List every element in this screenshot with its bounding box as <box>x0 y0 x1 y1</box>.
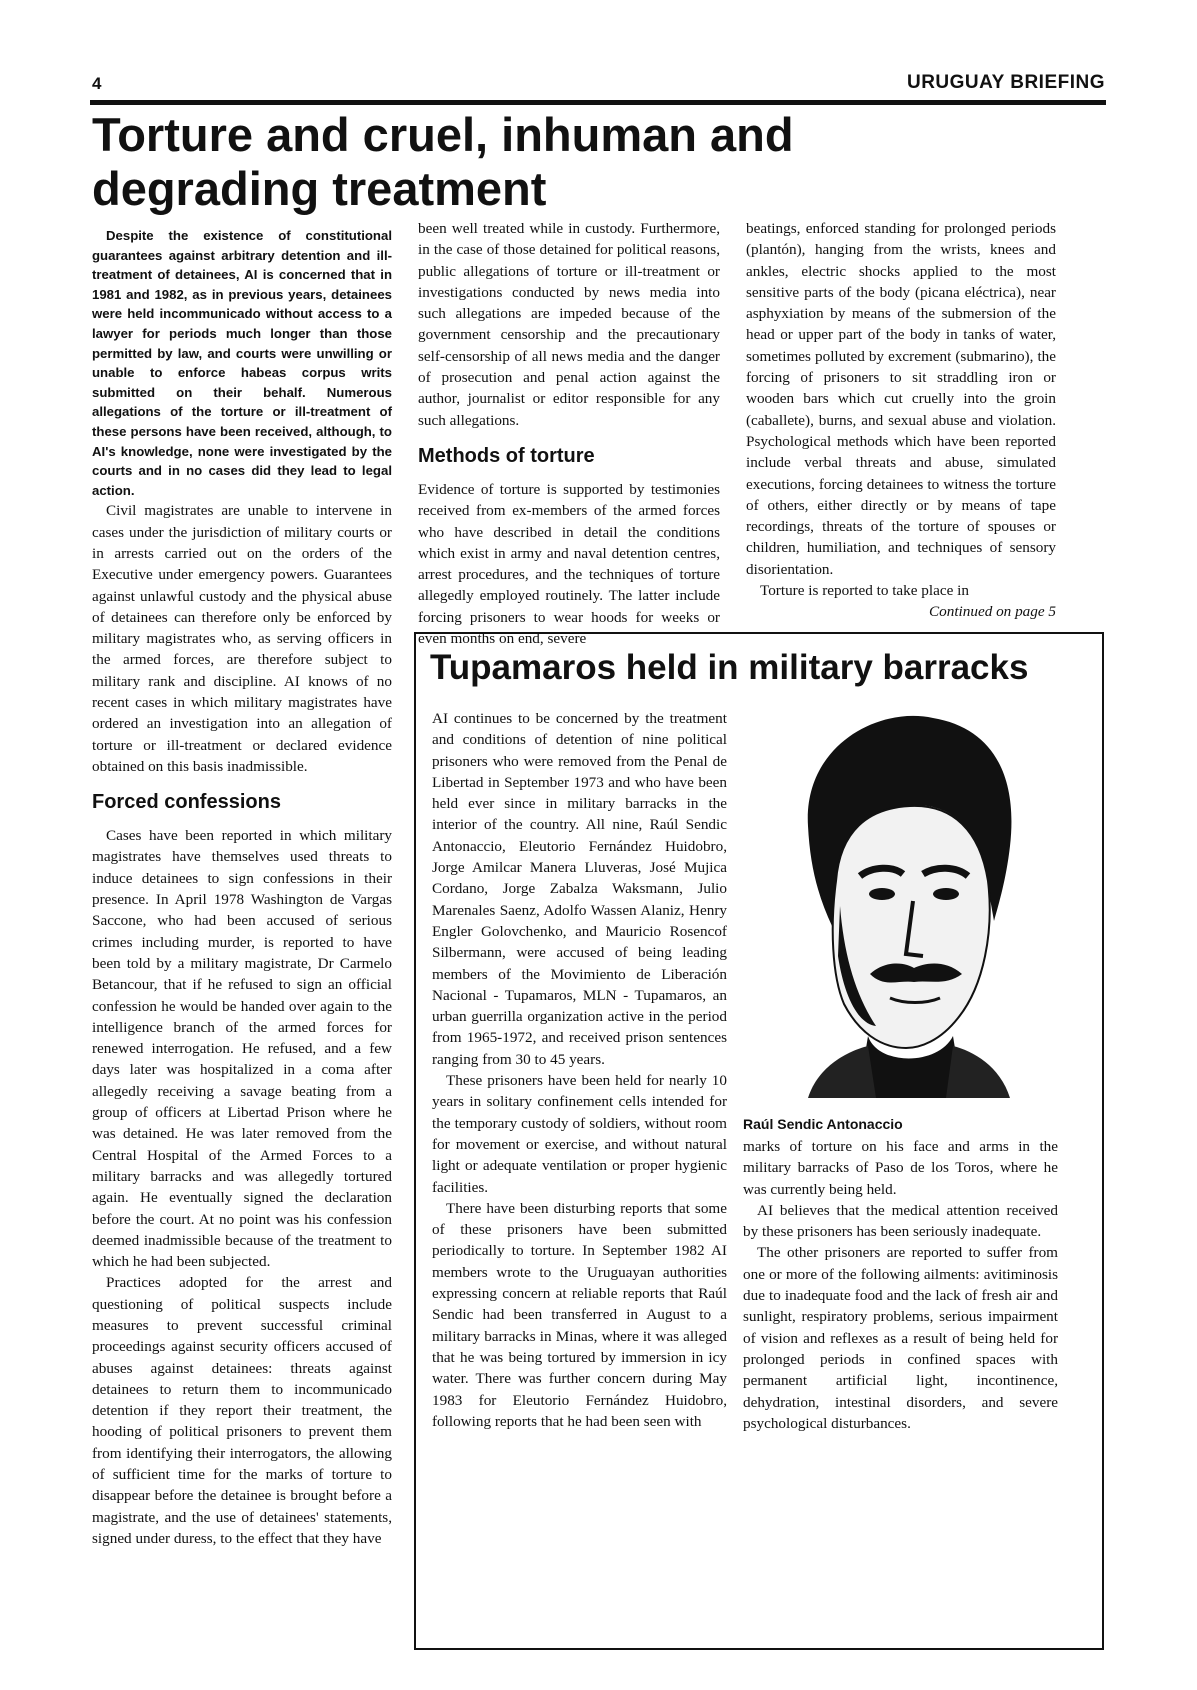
paragraph: beatings, enforced standing for prolonged periods (plantón), hanging from the wrists, knees and ankles, electric shocks applied to the most sensitive parts of the body (picana eléctrica), near asphyxiation by means of the submersion of the head or upper part of the body in tanks of water, sometimes polluted by excrement (submarino), the forcing of prisoners to sit straddling iron or wooden bars which cut cruelly into the groin (caballete), burns, and sexual abuse and violation. Psychological methods which have been reported include verbal threats and abuse, simulated executions, forcing detainees to witness the torture of others, either directly or by means of tape recordings, threats of the torture of spouses or children, humiliation, and techniques of sensory disorientation. <box>746 220 1056 578</box>
portrait-illustration <box>748 706 1058 1098</box>
paragraph: Evidence of torture is supported by testimonies received from ex-members of the armed forces who have described in detail the conditions which exist in army and naval detention centres, arrest procedures, and the techniques of torture allegedly employed routinely. The latter include forcing prisoners to wear hoods for weeks or even months on end, severe <box>418 480 720 648</box>
paragraph: marks of torture on his face and arms in the military barracks of Paso de los Toros, where he was currently being held. <box>743 1138 1058 1198</box>
continued-note: Continued on page 5 <box>929 603 1056 621</box>
paragraph: There have been disturbing reports that some of these prisoners have been submitted periodically to torture. In September 1982 AI members wrote to the Uruguayan authorities expressing concern at reliable reports that Raúl Sendic had been transferred in August to a military barracks in Minas, where it was alleged that he was being tortured by immersion in icy water. There was further concern during May 1983 for Eleutorio Fernández Huidobro, following reports that he had been seen with <box>432 1199 727 1430</box>
header-rule <box>90 100 1106 105</box>
subheading-forced-confessions: Forced confessions <box>92 791 281 814</box>
publication-name: URUGUAY BRIEFING <box>906 72 1105 93</box>
column-2 <box>418 218 720 649</box>
article-title: Torture and cruel, inhuman and degrading treatment <box>92 108 794 215</box>
paragraph: These prisoners have been held for nearly 10 years in solitary confinement cells intended for the temporary custody of soldiers, without room for movement or exercise, and without natural light or adequate ventilation or proper hygienic facilities. <box>432 1072 727 1196</box>
box-column-1 <box>432 708 727 1432</box>
paragraph: The other prisoners are reported to suffer from one or more of the following ailments: avitiminosis due to inadequate food and the lack of fresh air and sunlight, respiratory problems, serious impairment of vision and reflexes as a result of being held for prolonged periods in confined spaces with permanent artificial light, incontinence, dehydration, intestinal disorders, and severe psychological disturbances. <box>743 1244 1058 1432</box>
column-1 <box>92 226 392 1549</box>
page-number: 4 <box>92 74 102 93</box>
photo-caption: Raúl Sendic Antonaccio <box>743 1116 903 1132</box>
box-title: Tupamaros held in military barracks <box>430 648 1029 687</box>
subheading-methods-of-torture: Methods of torture <box>418 444 595 467</box>
box-column-2 <box>743 1114 1058 1434</box>
paragraph: AI believes that the medical attention received by these prisoners has been seriously inadequate. <box>743 1201 1058 1241</box>
portrait-photo <box>748 706 1058 1098</box>
paragraph: been well treated while in custody. Furthermore, in the case of those detained for political reasons, public allegations of torture or ill-treatment or investigations conducted by news media into such allegations are impeded because of the government censorship and the precautionary self-censorship of all news media and the danger of prosecution and penal action against the author, journalist or editor responsible for any such allegations. <box>418 220 720 429</box>
paragraph: Cases have been reported in which military magistrates have themselves used threats to induce detainees to sign confessions in their presence. In April 1978 Washington de Vargas Saccone, who had been accused of serious crimes including murder, is reported to have been told by a military magistrate, Dr Carmelo Betancour, that if he refused to sign an official confession he would be handed over again to the intelligence branch of the armed forces for renewed interrogation. He refused, and a few days later was hospitalized in a coma after allegedly receiving a savage beating from a group of officers at Libertad Prison where he was detained. He was later removed from the Central Hospital of the Armed Forces to a military barracks and was allegedly tortured again. He eventually signed the declaration before the court. At no point was his confession deemed inadmissible because of the treatment to which he had been subjected. <box>92 827 392 1271</box>
paragraph: AI continues to be concerned by the treatment and conditions of detention of nine political prisoners who were removed from the Penal de Libertad in September 1973 and who have been held ever since in military barracks in the interior of the country. All nine, Raúl Sendic Antonaccio, Eleutorio Fernández Huidobro, Jorge Amilcar Manera Lluveras, José Mujica Cordano, Jorge Zabalza Waksmann, Julio Marenales Saenz, Adolfo Wassen Alaniz, Henry Engler Golovchenko, and Mauricio Rosencof Silbermann, were accused of being leading members of the Movimiento de Liberación Nacional - Tupamaros, MLN - Tupamaros, an urban guerrilla organization active in the period from 1965-1972, and received prison sentences ranging from 30 to 45 years. <box>432 710 727 1068</box>
paragraph: Civil magistrates are unable to intervene in cases under the jurisdiction of military courts or in arrests carried out on the orders of the Executive under emergency powers. Guarantees against unlawful custody and the physical abuse of detainees can therefore only be enforced by military magistrates who, as serving officers in the armed forces, are therefore subject to military rank and discipline. AI knows of no recent cases in which military magistrates have ordered an investigation into an allegation of torture or ill-treatment or declared evidence obtained on this basis inadmissible. <box>92 502 392 775</box>
lede-paragraph: Despite the existence of constitutional guarantees against arbitrary detention and ill-treatment of detainees, AI is concerned that in 1981 and 1982, as in previous years, detainees were held incommunicado without access to a lawyer for periods much longer than those permitted by law, and courts were unwilling or unable to enforce habeas corpus writs submitted on their behalf. Numerous allegations of the torture or ill-treatment of these persons have been received, although, to AI's knowledge, none were investigated by the courts and in no cases did they lead to legal action. <box>92 228 392 498</box>
paragraph: Torture is reported to take place in <box>760 582 969 600</box>
column-3 <box>746 218 1056 623</box>
paragraph: Practices adopted for the arrest and questioning of political suspects include measures to prevent successful criminal proceedings against security officers accused of abuses against detainees: threats against detainees to return them to incommunicado detention if they report their treatment, the hooding of political prisoners to prevent them from identifying their interrogators, the allowing of sufficient time for the marks of torture to disappear before the detainee is brought before a magistrate, and the use of detainees' statements, signed under duress, to the effect that they have <box>92 1274 392 1547</box>
